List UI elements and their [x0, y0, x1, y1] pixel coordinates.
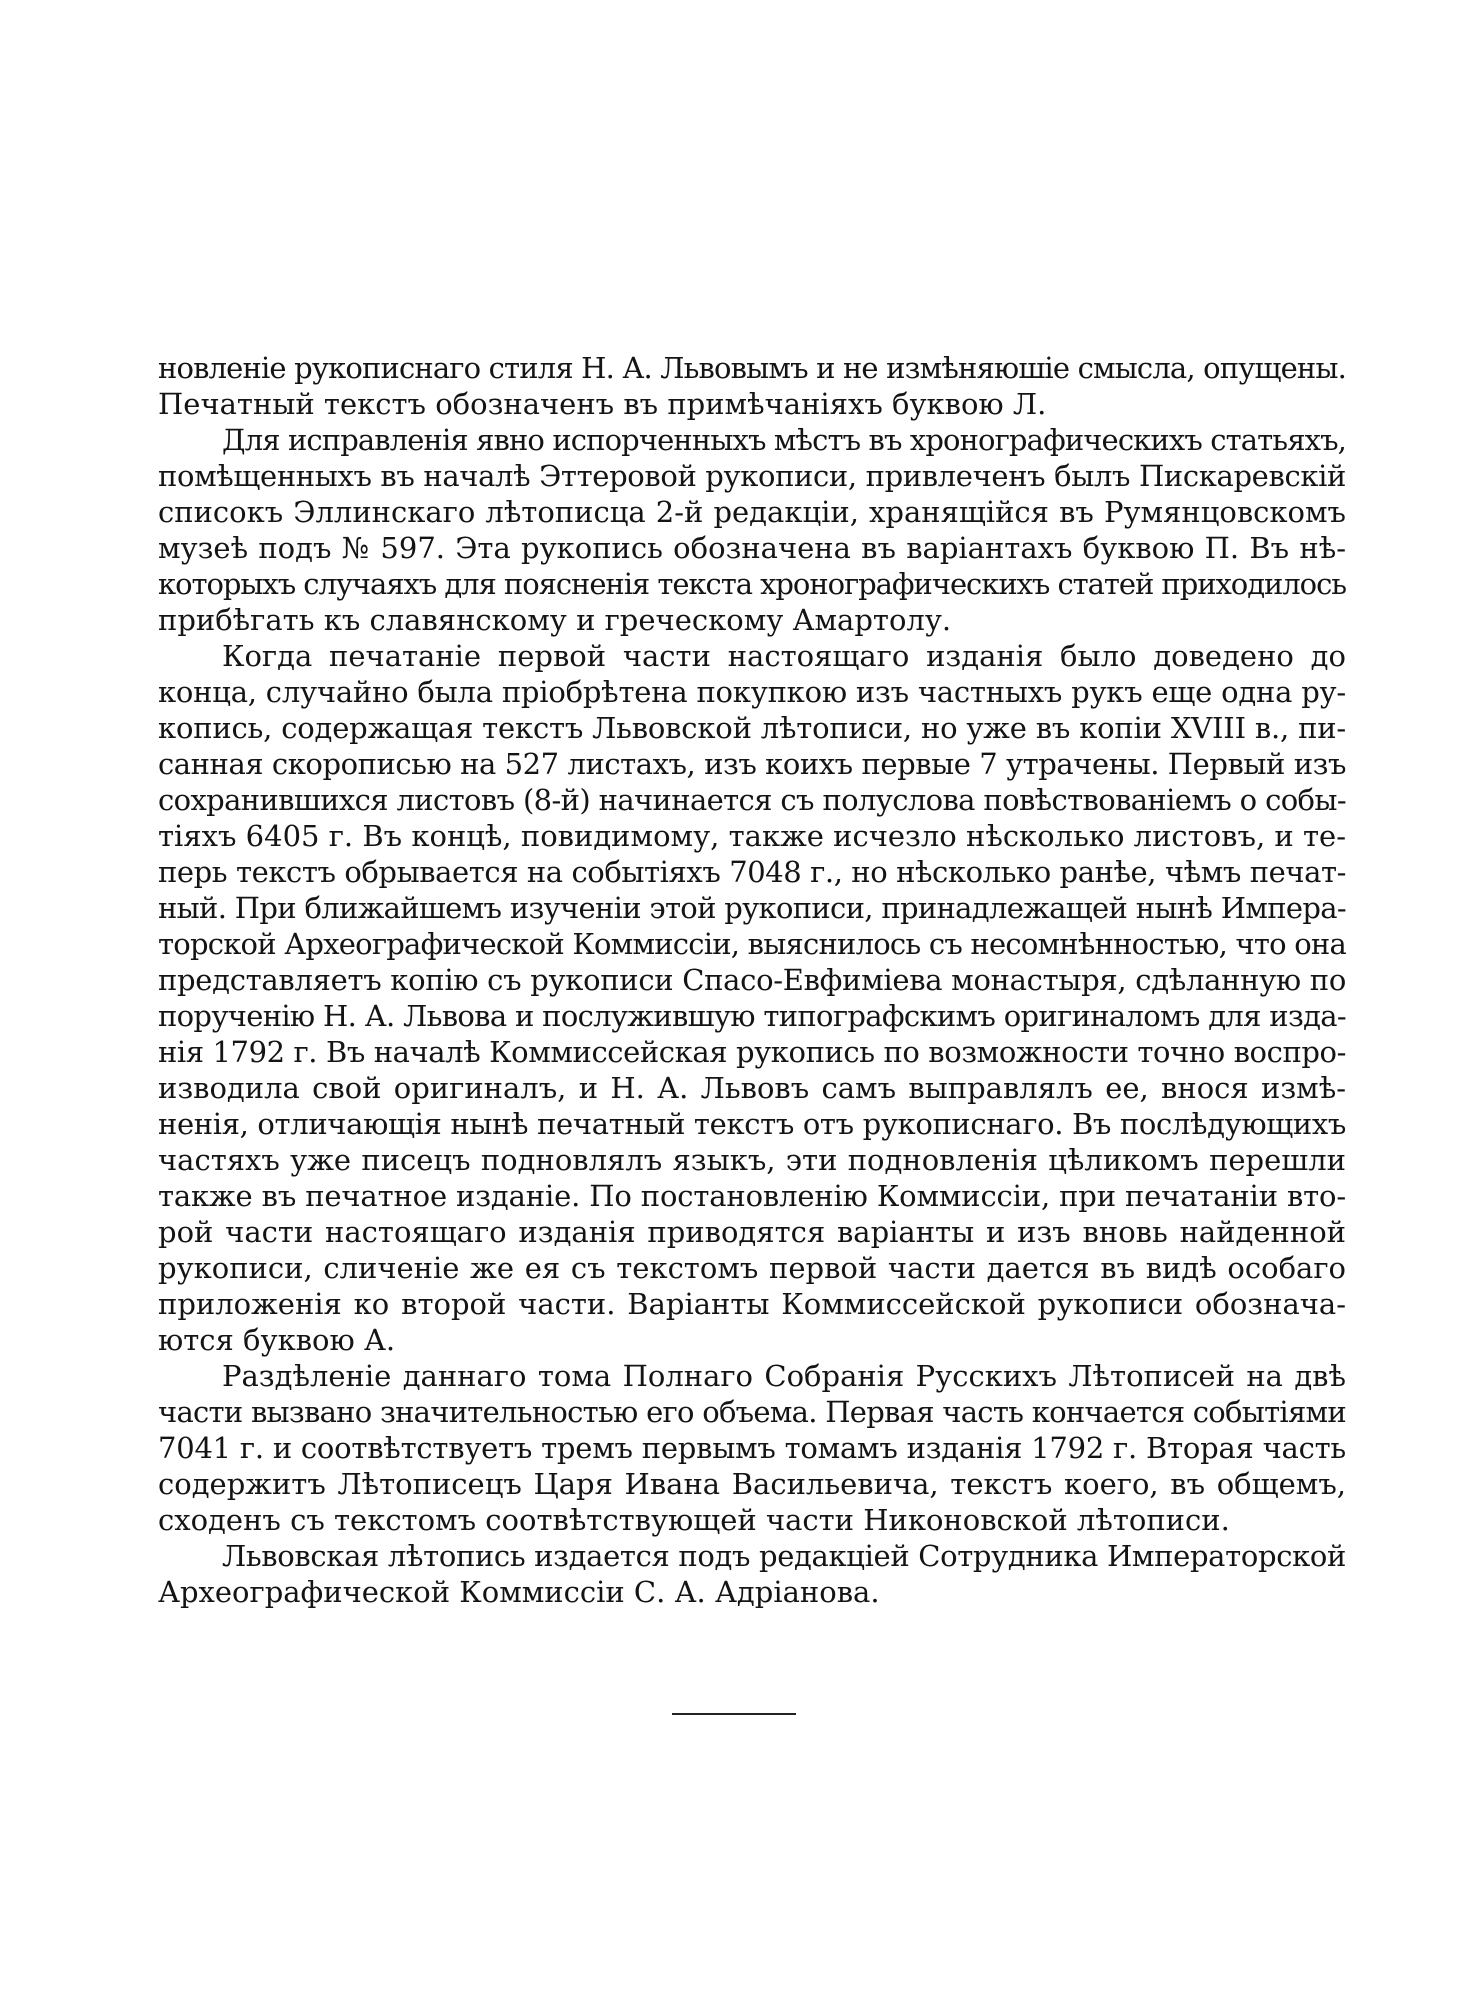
text-line: 7041 г. и соотвѣтствуетъ тремъ первымъ томамъ изданія 1792 г. Вторая часть [158, 1431, 1346, 1465]
text-line: ный. При ближайшемъ изученіи этой рукописи, принадлежащей нынѣ Импера- [158, 891, 1346, 925]
text-line: порученію Н. А. Львова и послужившую типографскимъ оригиналомъ для изда- [158, 999, 1346, 1033]
text-line: также въ печатное изданіе. По постановленію Коммиссіи, при печатаніи вто- [158, 1179, 1346, 1213]
text-line: перь текстъ обрывается на событіяхъ 7048 г., но нѣсколько ранѣе, чѣмъ печат- [158, 855, 1346, 889]
text-line: списокъ Эллинскаго лѣтописца 2-й редакціи, хранящійся въ Румянцовскомъ [158, 495, 1346, 529]
paragraph [158, 638, 1346, 1358]
text-line: ненія, отличающія нынѣ печатный текстъ отъ рукописнаго. Въ послѣдующихъ [158, 1107, 1346, 1141]
paragraph [158, 350, 1346, 422]
body-text [158, 350, 1346, 1610]
paragraph [158, 422, 1346, 638]
text-line: Раздѣленіе даннаго тома Полнаго Собранія Русскихъ Лѣтописей на двѣ [222, 1359, 1346, 1393]
text-line: изводила свой оригиналъ, и Н. А. Львовъ самъ выправлялъ ее, внося измѣ- [158, 1071, 1346, 1105]
closing-rule [672, 1713, 796, 1715]
text-line: представляетъ копію съ рукописи Спасо-Евфиміева монастыря, сдѣланную по [158, 963, 1346, 997]
paragraph [158, 1538, 1346, 1610]
text-line: части вызвано значительностью его объема. Первая часть кончается событіями [158, 1395, 1346, 1429]
text-line: торской Археографической Коммиссіи, выяснилось съ несомнѣнностью, что она [158, 927, 1346, 961]
text-line: санная скорописью на 527 листахъ, изъ коихъ первые 7 утрачены. Первый изъ [158, 747, 1346, 781]
text-line: Археографической Коммиссіи С. А. Адріанова. [158, 1575, 880, 1609]
text-line: нія 1792 г. Въ началѣ Коммиссейская рукопись по возможности точно воспро- [158, 1035, 1346, 1069]
text-line: рукописи, сличеніе же ея съ текстомъ первой части дается въ видѣ особаго [158, 1251, 1346, 1285]
text-line: конца, случайно была пріобрѣтена покупкою изъ частныхъ рукъ еще одна ру- [158, 675, 1346, 709]
text-line: которыхъ случаяхъ для поясненія текста хронографическихъ статей приходилось [158, 567, 1346, 601]
text-line: копись, содержащая текстъ Львовской лѣтописи, но уже въ копіи XVIII в., пи- [158, 711, 1346, 745]
paragraph [158, 1358, 1346, 1538]
text-line: содержитъ Лѣтописецъ Царя Ивана Васильевича, текстъ коего, въ общемъ, [158, 1467, 1346, 1501]
text-line: приложенія ко второй части. Варіанты Коммиссейской рукописи обознача- [158, 1287, 1346, 1321]
text-line: Львовская лѣтопись издается подъ редакціей Сотрудника Императорской [222, 1539, 1346, 1573]
text-line: сходенъ съ текстомъ соотвѣтствующей части Никоновской лѣтописи. [158, 1503, 1230, 1537]
text-line: Когда печатаніе первой части настоящаго изданія было доведено до [222, 639, 1346, 673]
text-line: Печатный текстъ обозначенъ въ примѣчаніяхъ буквою Л. [158, 387, 1047, 421]
text-line: прибѣгать къ славянскому и греческому Амартолу. [158, 603, 952, 637]
text-line: музеѣ подъ № 597. Эта рукопись обозначена въ варіантахъ буквою П. Въ нѣ- [158, 531, 1346, 565]
text-line: ются буквою А. [158, 1323, 396, 1357]
text-line: частяхъ уже писецъ подновлялъ языкъ, эти подновленія цѣликомъ перешли [158, 1143, 1346, 1177]
text-line: рой части настоящаго изданія приводятся варіанты и изъ вновь найденной [158, 1215, 1346, 1249]
text-line: Для исправленія явно испорченныхъ мѣстъ въ хронографическихъ статьяхъ, [222, 423, 1346, 457]
text-line: тіяхъ 6405 г. Въ концѣ, повидимому, также исчезло нѣсколько листовъ, и те- [158, 819, 1346, 853]
text-line: новленіе рукописнаго стиля Н. А. Львовымъ и не измѣняюшіе смысла, опущены. [158, 351, 1346, 385]
text-line: сохранившихся листовъ (8-й) начинается съ полуслова повѣствованіемъ о собы- [158, 783, 1346, 817]
text-line: помѣщенныхъ въ началѣ Эттеровой рукописи, привлеченъ былъ Пискаревскій [158, 459, 1346, 493]
